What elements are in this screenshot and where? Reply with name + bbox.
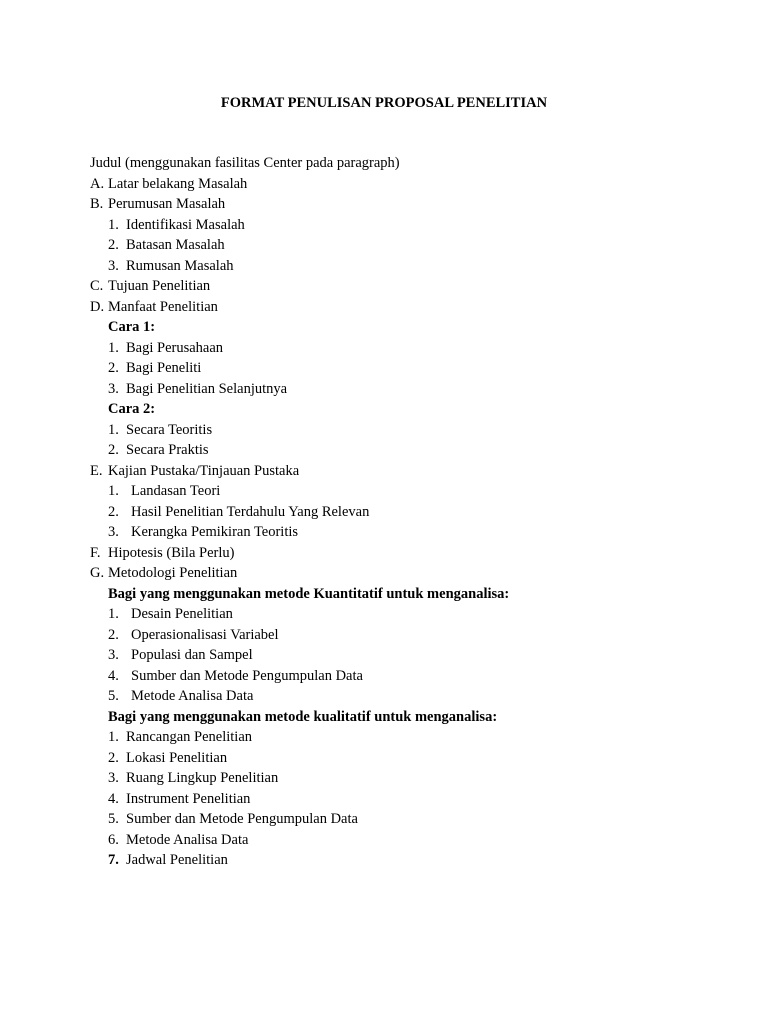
list-marker: 6. [108, 831, 119, 848]
list-marker: 1. [108, 421, 119, 438]
list-marker: 3. [108, 647, 119, 663]
section-item [90, 563, 730, 584]
list-marker: F. [90, 544, 101, 561]
list-item [90, 666, 730, 687]
line-text: Latar belakang Masalah [108, 175, 248, 192]
line-text: Bagi Peneliti [126, 360, 202, 376]
list-item [90, 789, 730, 810]
list-marker: 3. [108, 770, 119, 786]
list-marker: 2. [108, 360, 119, 376]
section-item [90, 461, 730, 482]
list-marker: 1. [108, 483, 119, 499]
list-marker: 3. [108, 524, 119, 540]
list-marker: 2. [108, 749, 119, 766]
list-marker: 3. [108, 380, 119, 397]
list-item [90, 645, 730, 666]
bold-subheading [90, 317, 730, 338]
list-marker: E. [90, 462, 103, 479]
line-text: Rancangan Penelitian [126, 729, 253, 745]
list-marker: 4. [108, 790, 119, 807]
list-marker: 1. [108, 216, 119, 233]
section-item [90, 276, 730, 297]
line-text: Instrument Penelitian [126, 790, 251, 807]
section-item [90, 543, 730, 564]
line-text: Metode Analisa Data [131, 688, 254, 704]
document-body [90, 153, 730, 871]
list-item [90, 850, 730, 871]
list-item [90, 809, 730, 830]
bold-subheading [90, 584, 730, 605]
line-text: Hasil Penelitian Terdahulu Yang Relevan [131, 503, 370, 520]
line-text: Perumusan Masalah [108, 196, 226, 212]
line-text: Operasionalisasi Variabel [131, 626, 279, 643]
list-marker: 2. [108, 237, 119, 253]
list-marker: 5. [108, 688, 119, 704]
list-item [90, 256, 730, 277]
list-marker: A. [90, 175, 105, 192]
line-text: Metode Analisa Data [126, 831, 249, 848]
list-marker: G. [90, 565, 105, 581]
list-marker: 2. [108, 442, 119, 458]
line-text: Bagi yang menggunakan metode Kuantitatif untuk menganalisa: [108, 585, 510, 602]
list-item [90, 768, 730, 789]
line-text: Cara 2: [108, 401, 156, 417]
line-text: Batasan Masalah [126, 237, 225, 253]
list-marker: D. [90, 298, 105, 315]
line-text: Lokasi Penelitian [126, 749, 228, 766]
list-item [90, 748, 730, 769]
line-text: Landasan Teori [131, 483, 221, 499]
line-text: Bagi Penelitian Selanjutnya [126, 380, 288, 397]
bold-subheading [90, 399, 730, 420]
line-text: Bagi Perusahaan [126, 339, 224, 356]
list-item [90, 215, 730, 236]
line-text: Populasi dan Sampel [131, 647, 253, 663]
list-item [90, 358, 730, 379]
list-item [90, 830, 730, 851]
line-text: Manfaat Penelitian [108, 298, 218, 315]
line-text: Hipotesis (Bila Perlu) [108, 544, 235, 561]
line-text: Ruang Lingkup Penelitian [126, 770, 279, 786]
list-item [90, 420, 730, 441]
list-item [90, 727, 730, 748]
line-text: Sumber dan Metode Pengumpulan Data [131, 667, 363, 684]
list-marker: 3. [108, 257, 119, 274]
line-text: Sumber dan Metode Pengumpulan Data [126, 811, 358, 827]
list-marker: 1. [108, 729, 119, 745]
list-item [90, 625, 730, 646]
line-text: Rumusan Masalah [126, 257, 234, 274]
bold-subheading [90, 707, 730, 728]
line-text: Judul (menggunakan fasilitas Center pada paragraph) [90, 155, 400, 171]
line-text: Kajian Pustaka/Tinjauan Pustaka [108, 462, 300, 479]
list-marker: B. [90, 196, 104, 212]
list-item [90, 481, 730, 502]
list-marker: 4. [108, 667, 119, 684]
line-text: Metodologi Penelitian [108, 565, 238, 581]
line-text: Secara Teoritis [126, 421, 213, 438]
list-item [90, 440, 730, 461]
list-item [90, 338, 730, 359]
list-marker: 7. [108, 852, 119, 868]
list-item [90, 379, 730, 400]
section-item [90, 297, 730, 318]
list-item [90, 522, 730, 543]
list-marker: 2. [108, 626, 119, 643]
line-text: Identifikasi Masalah [126, 216, 245, 233]
line-text: Desain Penelitian [131, 606, 233, 622]
document-title: FORMAT PENULISAN PROPOSAL PENELITIAN [220, 95, 548, 111]
list-marker: C. [90, 278, 104, 294]
section-item [90, 174, 730, 195]
document-heading-line [90, 153, 730, 174]
list-marker: 2. [108, 503, 119, 520]
line-text: Secara Praktis [126, 442, 209, 458]
list-marker: 5. [108, 811, 119, 827]
line-text: Cara 1: [108, 319, 156, 335]
list-item [90, 502, 730, 523]
list-marker: 1. [108, 339, 119, 356]
section-item [90, 194, 730, 215]
line-text: Tujuan Penelitian [108, 278, 211, 294]
list-item [90, 604, 730, 625]
list-item [90, 235, 730, 256]
list-marker: 1. [108, 606, 119, 622]
line-text: Kerangka Pemikiran Teoritis [131, 524, 299, 540]
line-text: Jadwal Penelitian [126, 852, 228, 868]
list-item [90, 686, 730, 707]
line-text: Bagi yang menggunakan metode kualitatif untuk menganalisa: [108, 708, 498, 725]
